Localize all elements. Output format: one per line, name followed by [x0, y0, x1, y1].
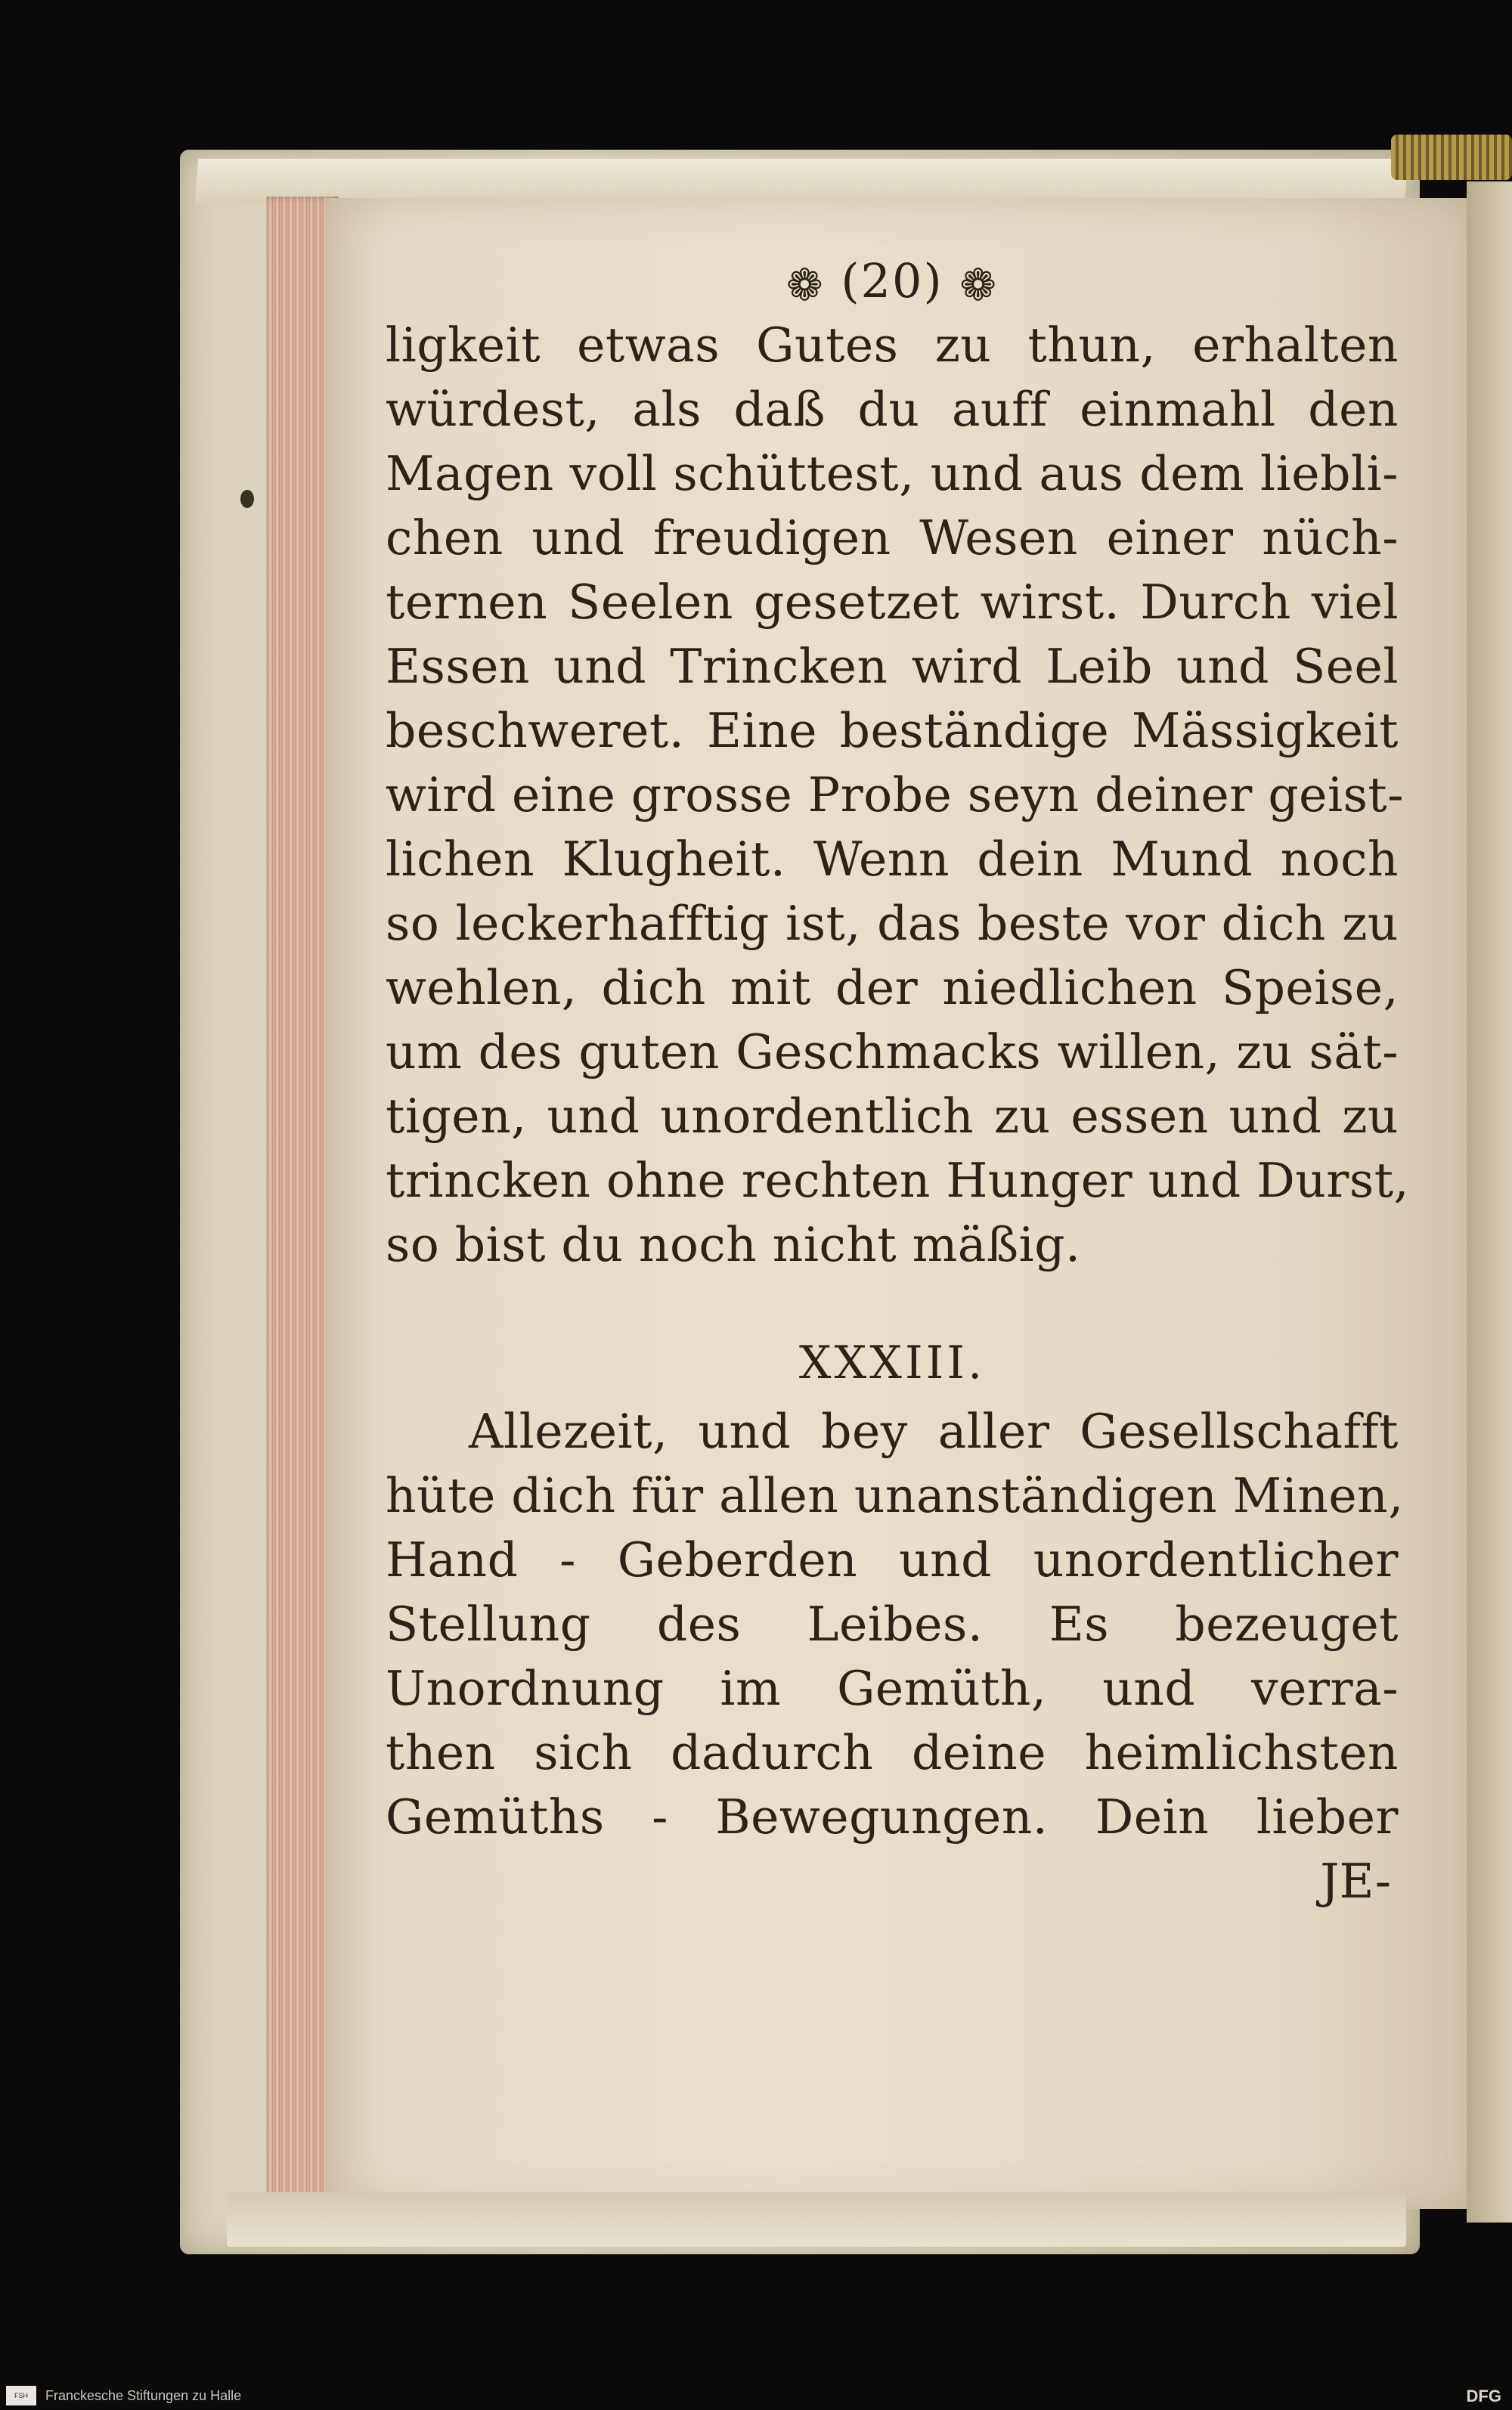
- text-line: wird eine grosse Probe seyn deiner geist-: [386, 767, 1405, 822]
- text-line: chen und freudigen Wesen einer nüch-: [386, 510, 1399, 565]
- institution-logo-icon: FSH: [6, 2386, 36, 2405]
- text-line: tigen, und unordentlich zu essen und zu: [386, 1089, 1399, 1144]
- section-title: XXXIII.: [798, 1337, 986, 1389]
- institution-name: Franckesche Stiftungen zu Halle: [45, 2388, 242, 2403]
- text-line: wehlen, dich mit der niedlichen Speise,: [386, 960, 1399, 1015]
- text-line: Gemüths - Bewegungen. Dein lieber: [386, 1789, 1399, 1845]
- text-line: Magen voll schüttest, und aus dem liebli-: [386, 446, 1399, 501]
- dfg-logo: DFG: [1466, 2387, 1501, 2405]
- text-line: Stellung des Leibes. Es bezeuget: [386, 1597, 1399, 1652]
- text-line: so bist du noch nicht mäßig.: [386, 1217, 1081, 1272]
- text-line: um des guten Geschmacks willen, zu sät-: [386, 1024, 1399, 1080]
- text-line: lichen Klugheit. Wenn dein Mund noch: [386, 832, 1399, 887]
- text-line: Unordnung im Gemüth, und verra-: [386, 1661, 1399, 1716]
- text-line: ternen Seelen gesetzet wirst. Durch viel: [386, 575, 1399, 630]
- facing-page-gutter: [1467, 181, 1512, 2223]
- text-line: Essen und Trincken wird Leib und Seel: [386, 639, 1399, 694]
- text-block: [386, 249, 1410, 1913]
- text-line: Hand - Geberden und unordentlicher: [386, 1532, 1399, 1588]
- text-line: ligkeit etwas Gutes zu thun, erhalten: [386, 318, 1399, 373]
- binding-hole: [240, 490, 254, 508]
- text-line: trincken ohne rechten Hunger und Durst,: [386, 1153, 1410, 1208]
- text-line: beschweret. Eine beständige Mässigkeit: [386, 703, 1399, 758]
- catchword: JE-: [1320, 1854, 1391, 1909]
- cover-flap-bottom: [227, 2192, 1406, 2247]
- text-line: Allezeit, und bey aller Gesellschafft: [469, 1404, 1399, 1459]
- flower-ornament-icon: ❁: [959, 259, 998, 311]
- text-line: so leckerhafftig ist, das beste vor dich zu: [386, 896, 1399, 951]
- text-line: then sich dadurch deine heimlichsten: [386, 1725, 1399, 1780]
- viewer-footer: [0, 2381, 1512, 2410]
- ribbon-bookmark: [1391, 135, 1512, 180]
- page-number: (20): [841, 253, 943, 308]
- cover-flap-top: [195, 159, 1408, 204]
- flower-ornament-icon: ❁: [786, 259, 825, 311]
- page-header: [386, 249, 1399, 313]
- text-line: würdest, als daß du auff einmahl den: [386, 382, 1399, 437]
- text-line: hüte dich für allen unanständigen Minen,: [386, 1468, 1404, 1523]
